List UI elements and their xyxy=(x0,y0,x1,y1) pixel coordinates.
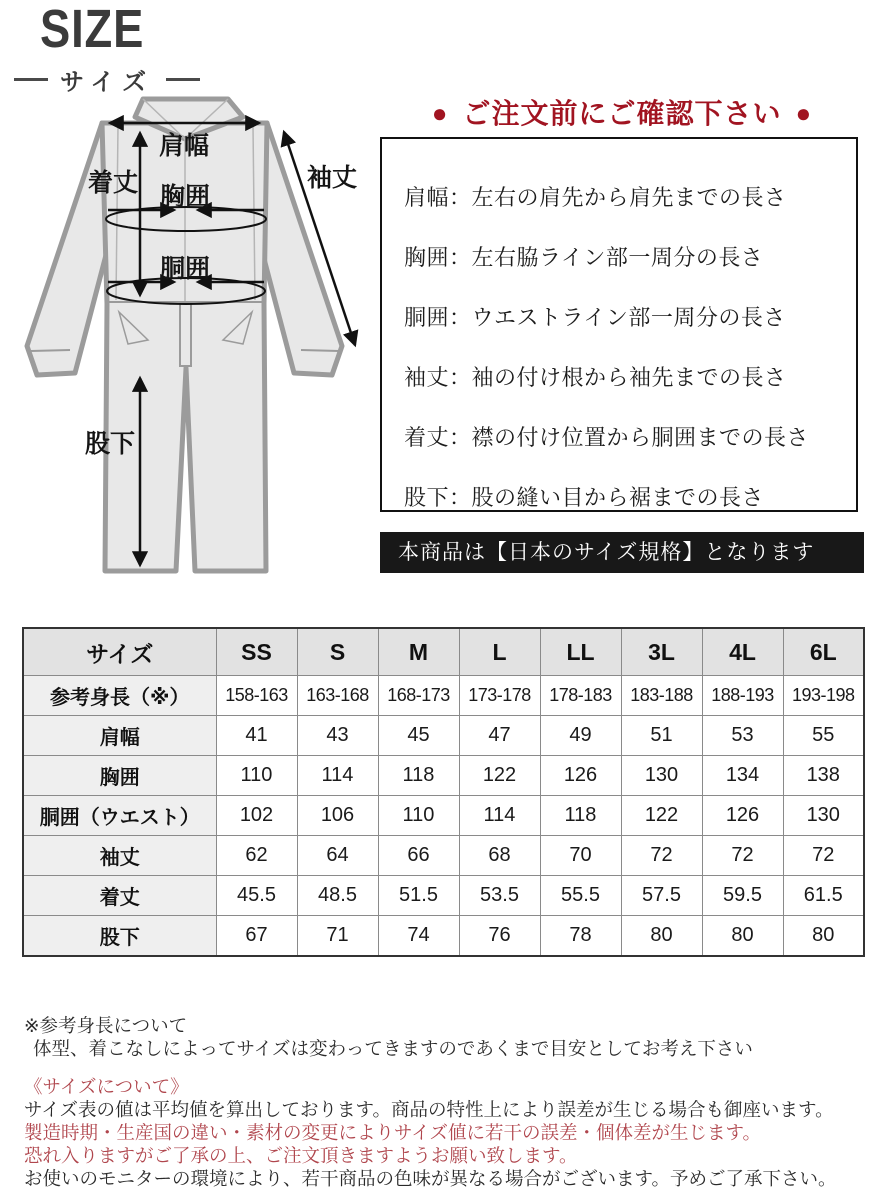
colon: ： xyxy=(449,485,472,510)
notice-heading-text: ご注文前にご確認下さい xyxy=(462,98,782,129)
row-label: 着丈 xyxy=(23,876,216,916)
definition-desc: 股の縫い目から裾までの長さ xyxy=(471,485,765,510)
body-length-label: 着丈 xyxy=(87,169,139,197)
size-value-cell: 43 xyxy=(297,716,378,756)
size-column-header: 3L xyxy=(621,628,702,676)
size-value-cell: 134 xyxy=(702,756,783,796)
size-value-cell: 122 xyxy=(459,756,540,796)
size-value-cell: 80 xyxy=(702,916,783,956)
size-value-cell: 122 xyxy=(621,796,702,836)
height-note-body: 体型、着こなしによってサイズは変わってきますのであくまで目安としてお考え下さい xyxy=(33,1038,753,1059)
left-cuff-line xyxy=(31,350,70,351)
footnote-line: 製造時期・生産国の違い・素材の変更によりサイズ値に若干の誤差・個体差が生じます。 xyxy=(24,1122,762,1143)
right-sleeve xyxy=(258,123,342,375)
size-value-cell: 61.5 xyxy=(783,876,864,916)
size-value-cell: 74 xyxy=(378,916,459,956)
colon: ： xyxy=(449,365,472,390)
size-value-cell: 57.5 xyxy=(621,876,702,916)
size-table-corner-header: サイズ xyxy=(23,628,216,676)
notice-heading xyxy=(378,92,866,132)
size-value-cell: 163-168 xyxy=(297,676,378,716)
row-label: 股下 xyxy=(23,916,216,956)
page-subtitle-text: サイズ xyxy=(60,69,155,96)
size-note-title: 《サイズについて》 xyxy=(24,1076,189,1097)
colon: ： xyxy=(449,425,472,450)
size-column-header: S xyxy=(297,628,378,676)
size-value-cell: 118 xyxy=(378,756,459,796)
left-sleeve xyxy=(27,123,111,375)
size-value-cell: 178-183 xyxy=(540,676,621,716)
size-value-cell: 158-163 xyxy=(216,676,297,716)
size-column-header: L xyxy=(459,628,540,676)
height-note-title: ※参考身長について xyxy=(24,1015,188,1036)
inseam-label: 股下 xyxy=(84,430,136,458)
size-column-header: LL xyxy=(540,628,621,676)
size-value-cell: 78 xyxy=(540,916,621,956)
definition-waist xyxy=(404,301,856,332)
definition-desc: 袖の付け根から袖先までの長さ xyxy=(471,365,787,390)
table-row xyxy=(23,756,864,796)
size-column-header: 4L xyxy=(702,628,783,676)
size-value-cell: 72 xyxy=(783,836,864,876)
size-table-wrap xyxy=(22,627,865,957)
definition-desc: 左右の肩先から肩先までの長さ xyxy=(471,185,787,210)
definition-term: 胴囲 xyxy=(404,305,450,330)
definition-chest xyxy=(404,241,856,272)
size-value-cell: 41 xyxy=(216,716,297,756)
size-value-cell: 80 xyxy=(621,916,702,956)
chest-label: 胸囲 xyxy=(159,183,211,211)
table-row xyxy=(23,716,864,756)
row-label: 肩幅 xyxy=(23,716,216,756)
definition-term: 肩幅 xyxy=(404,185,450,210)
size-value-cell: 53 xyxy=(702,716,783,756)
row-label: 参考身長（※） xyxy=(23,676,216,716)
size-value-cell: 183-188 xyxy=(621,676,702,716)
size-table xyxy=(22,627,865,957)
definition-desc: 襟の付け位置から胴囲までの長さ xyxy=(471,425,810,450)
row-label: 袖丈 xyxy=(23,836,216,876)
size-value-cell: 76 xyxy=(459,916,540,956)
title-dash-left xyxy=(14,78,48,81)
size-value-cell: 102 xyxy=(216,796,297,836)
size-value-cell: 72 xyxy=(621,836,702,876)
bullet-icon-left: ● xyxy=(431,98,449,128)
footnote-line: 恐れ入りますがご了承の上、ご注文頂きますようお願い致します。 xyxy=(24,1145,578,1166)
size-value-cell: 51.5 xyxy=(378,876,459,916)
size-value-cell: 68 xyxy=(459,836,540,876)
coverall-measurement-diagram xyxy=(18,84,390,586)
row-label: 胴囲（ウエスト） xyxy=(23,796,216,836)
definition-term: 着丈 xyxy=(404,425,450,450)
size-value-cell: 168-173 xyxy=(378,676,459,716)
footnote-line: お使いのモニターの環境により、若干商品の色味が異なる場合がございます。予めご了承下さい。 xyxy=(24,1168,837,1189)
definition-term: 胸囲 xyxy=(404,245,450,270)
size-value-cell: 173-178 xyxy=(459,676,540,716)
row-label: 胸囲 xyxy=(23,756,216,796)
size-value-cell: 110 xyxy=(378,796,459,836)
size-value-cell: 49 xyxy=(540,716,621,756)
size-value-cell: 130 xyxy=(783,796,864,836)
page-title: SIZE xyxy=(40,0,145,59)
size-value-cell: 138 xyxy=(783,756,864,796)
size-value-cell: 110 xyxy=(216,756,297,796)
size-value-cell: 188-193 xyxy=(702,676,783,716)
footnotes xyxy=(24,1014,837,1190)
size-value-cell: 59.5 xyxy=(702,876,783,916)
size-value-cell: 51 xyxy=(621,716,702,756)
size-table-body xyxy=(23,676,864,956)
colon: ： xyxy=(449,185,472,210)
definition-inseam xyxy=(404,481,856,512)
size-value-cell: 55.5 xyxy=(540,876,621,916)
size-value-cell: 62 xyxy=(216,836,297,876)
table-row xyxy=(23,676,864,716)
size-table-head xyxy=(23,628,864,676)
size-table-header-row xyxy=(23,628,864,676)
bullet-icon-right: ● xyxy=(795,98,813,128)
size-column-header: SS xyxy=(216,628,297,676)
measurement-definitions-box xyxy=(380,137,858,512)
size-value-cell: 130 xyxy=(621,756,702,796)
size-value-cell: 80 xyxy=(783,916,864,956)
size-value-cell: 126 xyxy=(702,796,783,836)
size-value-cell: 66 xyxy=(378,836,459,876)
table-row xyxy=(23,836,864,876)
size-value-cell: 70 xyxy=(540,836,621,876)
size-value-cell: 45.5 xyxy=(216,876,297,916)
size-value-cell: 72 xyxy=(702,836,783,876)
front-placket xyxy=(180,302,191,366)
definition-desc: 左右脇ライン部一周分の長さ xyxy=(471,245,764,270)
size-column-header: M xyxy=(378,628,459,676)
size-value-cell: 118 xyxy=(540,796,621,836)
size-column-header: 6L xyxy=(783,628,864,676)
definition-term: 袖丈 xyxy=(404,365,450,390)
size-value-cell: 193-198 xyxy=(783,676,864,716)
table-row xyxy=(23,796,864,836)
table-row xyxy=(23,876,864,916)
size-value-cell: 67 xyxy=(216,916,297,956)
size-value-cell: 55 xyxy=(783,716,864,756)
definition-desc: ウエストライン部一周分の長さ xyxy=(471,305,786,330)
size-value-cell: 126 xyxy=(540,756,621,796)
size-value-cell: 64 xyxy=(297,836,378,876)
definition-sleeve xyxy=(404,361,856,392)
size-value-cell: 53.5 xyxy=(459,876,540,916)
colon: ： xyxy=(449,245,472,270)
definition-body-length xyxy=(404,421,856,452)
right-cuff-line xyxy=(301,350,339,351)
colon: ： xyxy=(449,305,472,330)
shoulder-width-label: 肩幅 xyxy=(158,132,210,160)
definition-term: 股下 xyxy=(404,485,450,510)
title-dash-right xyxy=(166,78,200,81)
size-value-cell: 114 xyxy=(297,756,378,796)
table-row xyxy=(23,916,864,956)
size-value-cell: 45 xyxy=(378,716,459,756)
size-value-cell: 114 xyxy=(459,796,540,836)
sleeve-length-label: 袖丈 xyxy=(306,164,358,192)
size-value-cell: 47 xyxy=(459,716,540,756)
footnote-line: サイズ表の値は平均値を算出しております。商品の特性上により誤差が生じる場合も御座います。 xyxy=(24,1099,834,1120)
size-value-cell: 106 xyxy=(297,796,378,836)
japan-size-standard-banner: 本商品は【日本のサイズ規格】となります xyxy=(380,532,864,573)
size-value-cell: 71 xyxy=(297,916,378,956)
size-value-cell: 48.5 xyxy=(297,876,378,916)
definition-shoulder xyxy=(404,181,856,212)
waist-label: 胴囲 xyxy=(159,255,211,283)
